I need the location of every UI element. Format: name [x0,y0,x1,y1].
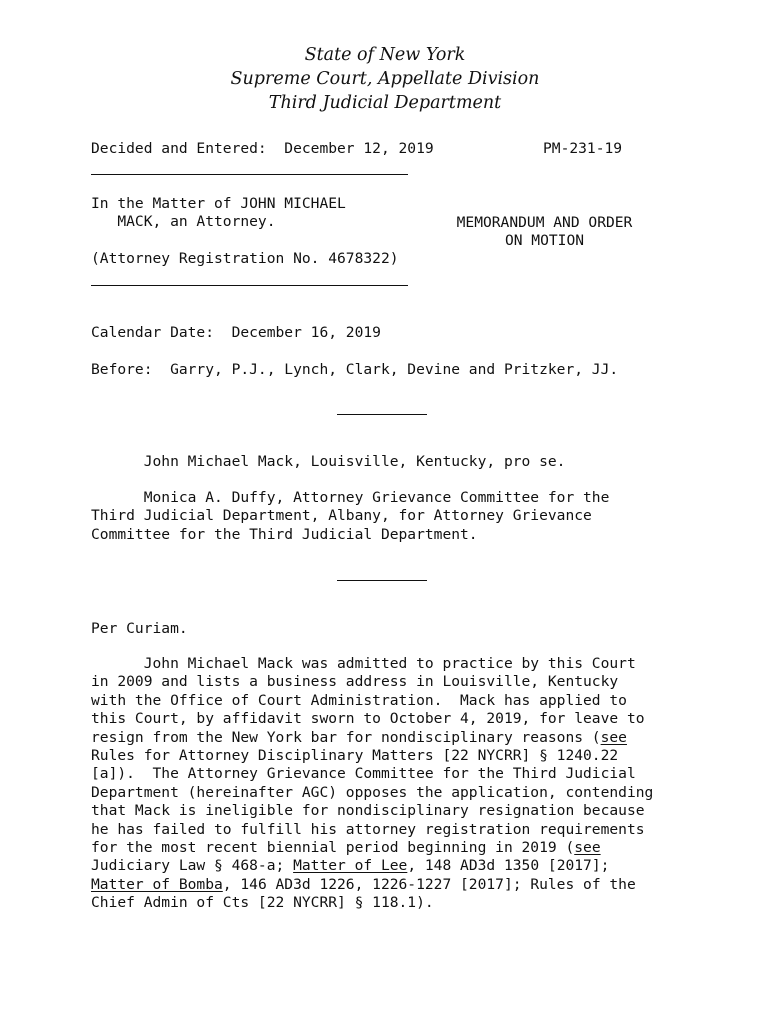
body-line: , 148 AD3d 1350 [2017]; [407,857,610,875]
court-department: Third Judicial Department [268,93,502,113]
document-type-line-2: ON MOTION [504,232,585,249]
opinion-paragraph [91,655,653,913]
caption-line-1: In the Matter of JOHN MICHAEL [91,195,346,212]
docket-number: PM-231-19 [543,140,623,157]
appearance-respondent: John Michael Mack, Louisville, Kentucky, pro se. [91,453,566,470]
case-name-bomba: Matter of Bomba [91,875,223,893]
citation-signal-see: see [600,728,627,746]
body-line: this Court, by affidavit sworn to October 4, 2019, for leave to [91,710,645,728]
calendar-date: Calendar Date: December 16, 2019 [91,324,381,341]
body-line: Department (hereinafter AGC) opposes the application, contending [91,783,654,801]
appearance-agc-line-1: Monica A. Duffy, Attorney Grievance Committee for the [91,489,610,506]
section-divider-2 [337,580,427,581]
body-line: that Mack is ineligible for nondisciplinary resignation because [91,802,645,820]
court-division: Supreme Court, Appellate Division [230,69,540,89]
section-divider-1 [337,414,427,415]
caption-line-2: MACK, an Attorney. [91,213,276,230]
citation-signal-see: see [574,839,601,857]
body-line: with the Office of Court Administration. Mack has applied to [91,691,627,709]
appearance-agc-line-2: Third Judicial Department, Albany, for Attorney Grievance [91,507,592,524]
per-curiam-heading: Per Curiam. [91,620,188,637]
document-type-line-1: MEMORANDUM AND ORDER [456,214,633,231]
court-name: State of New York [304,45,466,65]
case-name-lee: Matter of Lee [293,857,408,875]
body-line: John Michael Mack was admitted to practice by this Court [91,655,636,672]
body-line: for the most recent biennial period beginning in 2019 ( [91,839,575,857]
body-line: Rules for Attorney Disciplinary Matters [22 NYCRR] § 1240.22 [91,747,619,765]
body-line: he has failed to fulfill his attorney registration requirements [91,820,645,838]
decided-entered-date: Decided and Entered: December 12, 2019 [91,140,434,157]
body-line: [a]). The Attorney Grievance Committee for the Third Judicial [91,765,636,783]
body-line: resign from the New York bar for nondisciplinary reasons ( [91,728,601,746]
body-line: , 146 AD3d 1226, 1226-1227 [2017]; Rules of the [222,875,636,893]
body-line: Judiciary Law § 468-a; [91,857,294,875]
appearance-agc-line-3: Committee for the Third Judicial Department. [91,526,478,543]
caption-top-rule [91,174,408,175]
panel-judges: Before: Garry, P.J., Lynch, Clark, Devine and Pritzker, JJ. [91,361,619,378]
body-line: Chief Admin of Cts [22 NYCRR] § 118.1). [91,894,434,912]
attorney-registration: (Attorney Registration No. 4678322) [91,250,399,267]
caption-bottom-rule [91,285,408,286]
body-line: in 2009 and lists a business address in Louisville, Kentucky [91,673,619,691]
